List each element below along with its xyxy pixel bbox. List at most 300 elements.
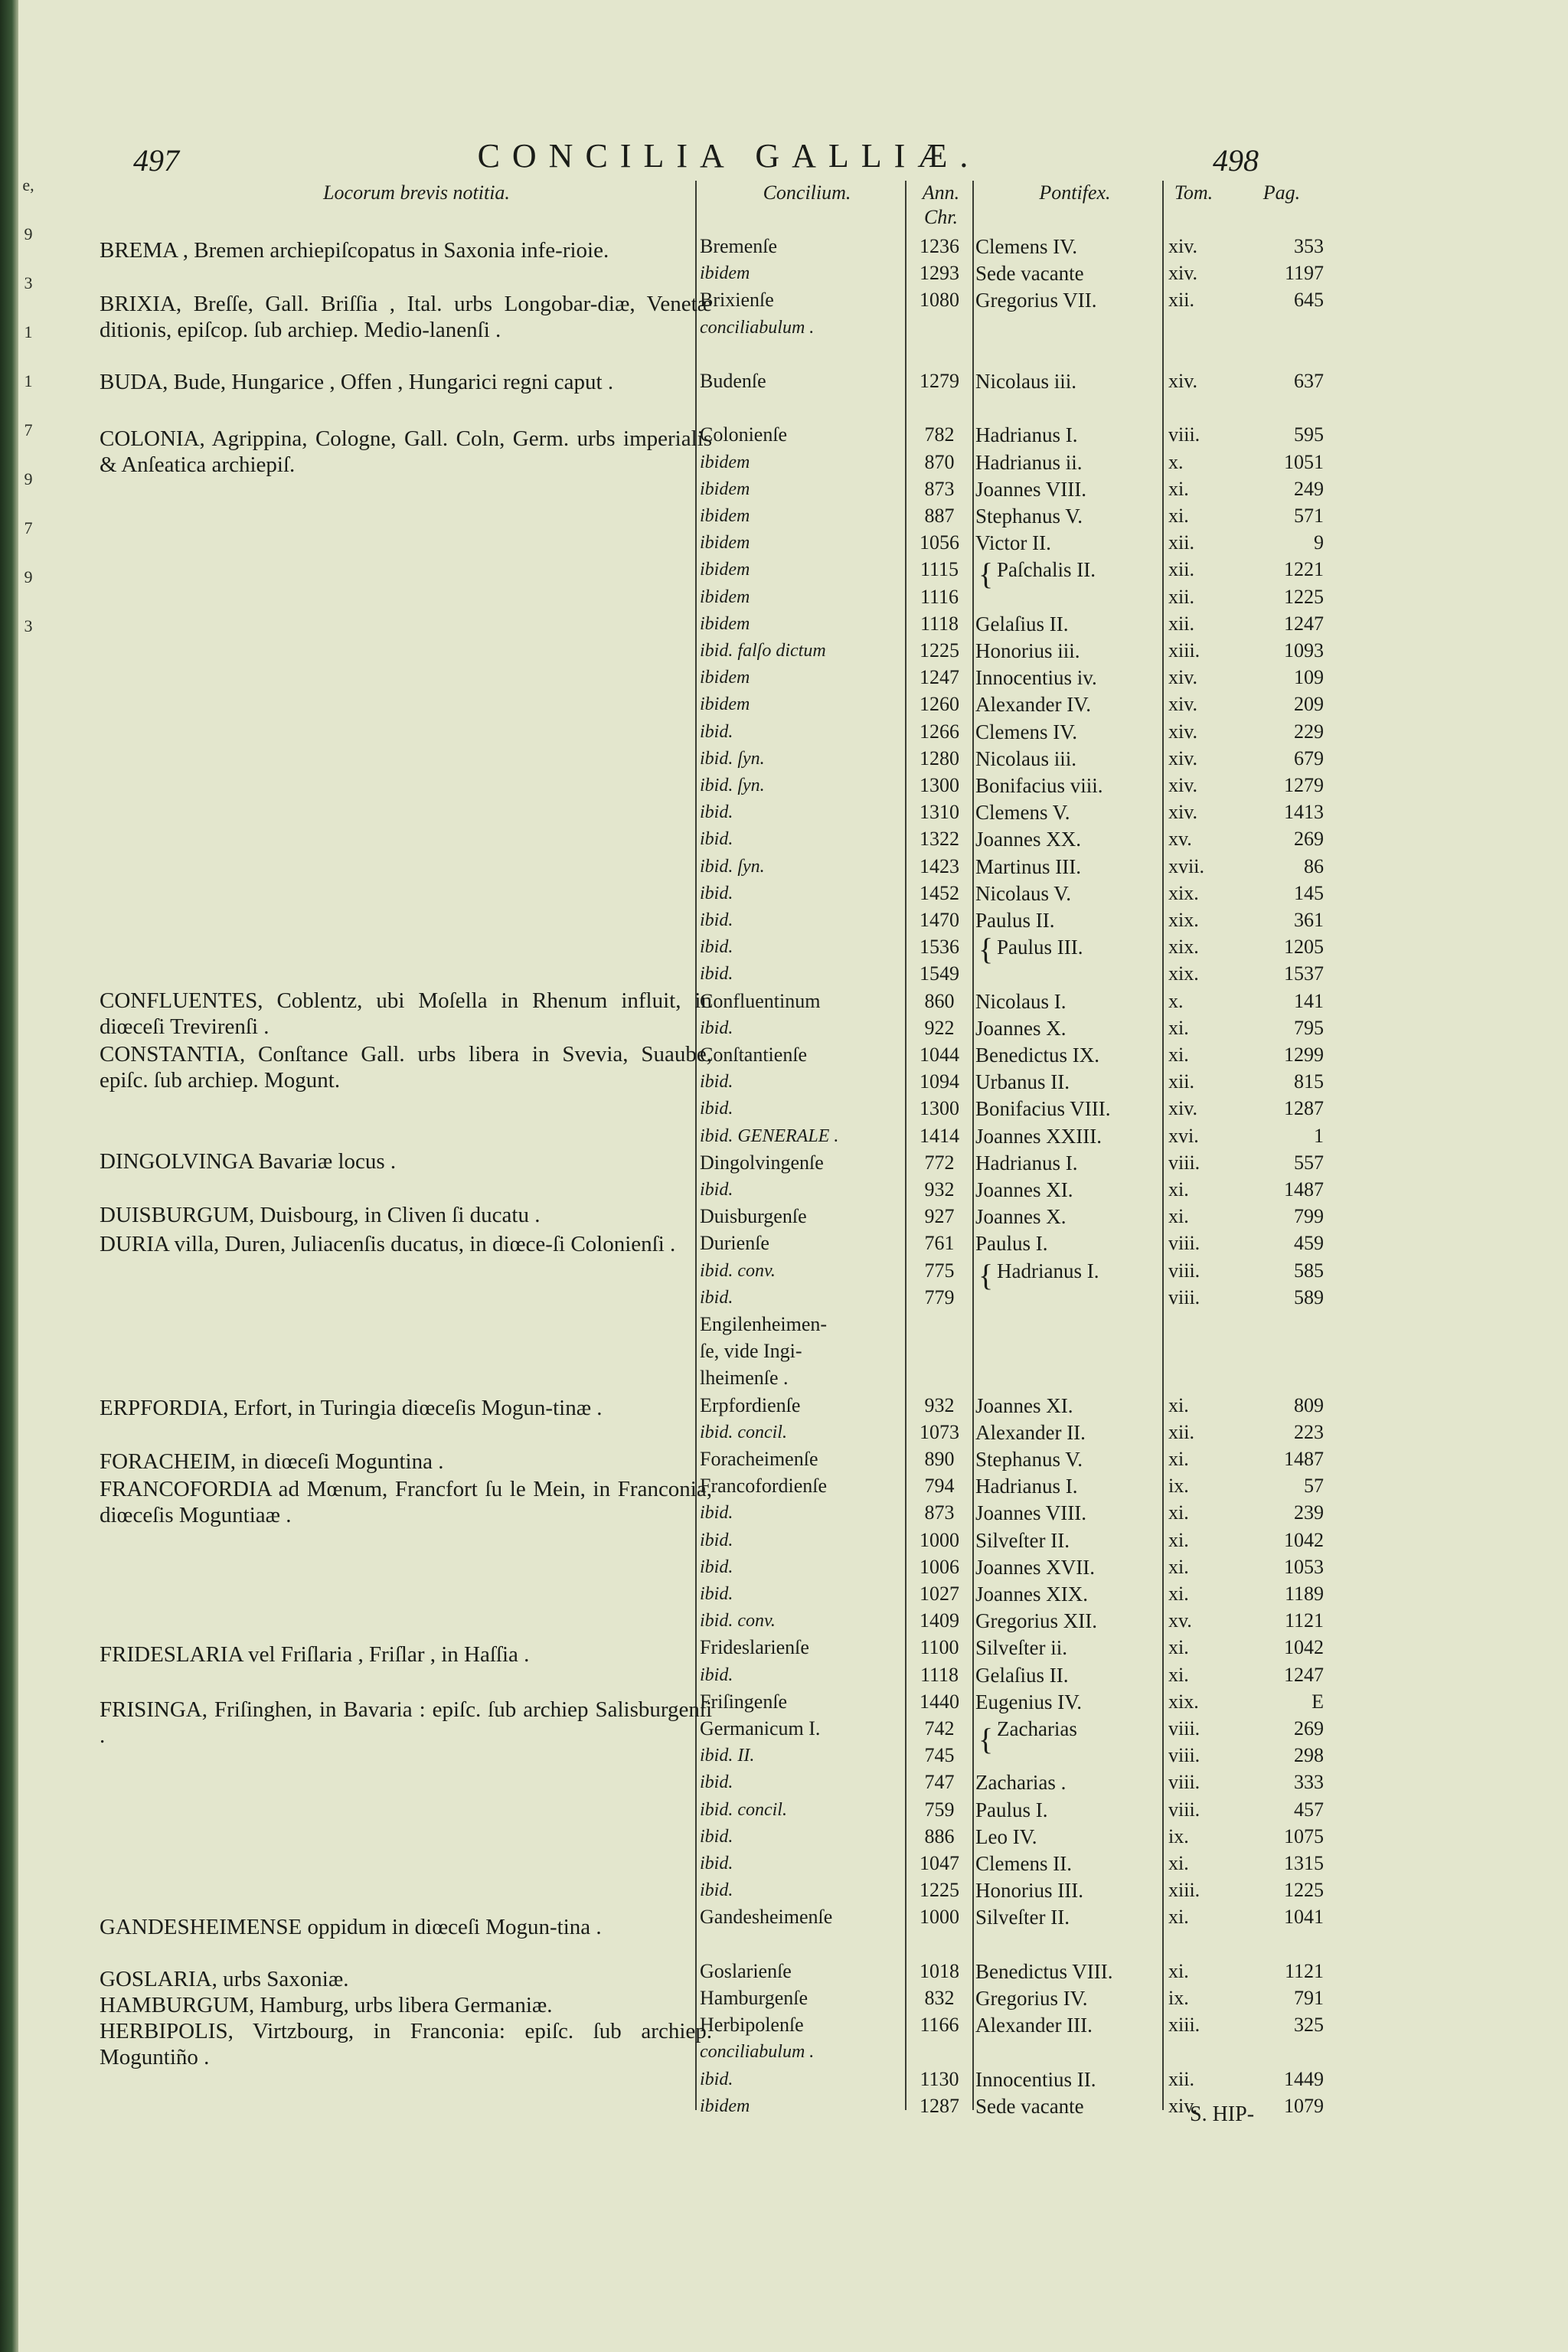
year: 775: [924, 1259, 955, 1282]
tome: viii.: [1168, 1152, 1200, 1174]
year: 1414: [920, 1125, 959, 1147]
tome: ix.: [1168, 1475, 1189, 1497]
year: 794: [924, 1475, 955, 1497]
brace-paulus: {: [978, 932, 994, 966]
pontiff: Eugenius IV.: [975, 1690, 1082, 1713]
table-row: [18, 1634, 1366, 1661]
year: 927: [924, 1205, 955, 1227]
table-row: [18, 1580, 1366, 1608]
running-title: CONCILIA GALLIÆ.: [477, 137, 981, 175]
tome: xiv.: [1168, 370, 1198, 392]
table-row: [18, 1230, 1366, 1257]
table-row: [18, 1903, 1366, 1931]
pontiff: Nicolaus I.: [975, 990, 1067, 1013]
table-row: [18, 1149, 1366, 1177]
year: 1000: [920, 1529, 959, 1551]
year: 1027: [920, 1583, 959, 1605]
table-row: [18, 1823, 1366, 1851]
place-note: DUISBURGUM, Duisbourg, in Cliven ſi ducatu .: [100, 1203, 541, 1227]
margin-mark: 1: [24, 322, 33, 341]
page-ref: 557: [1294, 1152, 1324, 1174]
table-row: [18, 1661, 1366, 1689]
tome: xi.: [1168, 505, 1189, 527]
year: 1115: [920, 558, 959, 580]
tome: xiv.: [1168, 1097, 1198, 1119]
council-name: Goslarienſe: [700, 1960, 792, 1982]
council-name: ibid.: [700, 1584, 733, 1604]
pontiff: Paulus I.: [975, 1232, 1048, 1255]
table-row: [18, 556, 1366, 583]
council-name: Dingolvingenſe: [700, 1152, 824, 1174]
tome: xix.: [1168, 962, 1199, 985]
pontiff: Gregorius VII.: [975, 289, 1097, 312]
tome: viii.: [1168, 1232, 1200, 1254]
pontiff: Hadrianus I.: [975, 1475, 1078, 1498]
page-ref: 1042: [1284, 1529, 1324, 1551]
page-ref: 795: [1294, 1017, 1324, 1039]
page-ref: 57: [1304, 1475, 1324, 1497]
tome: xii.: [1168, 2068, 1194, 2090]
pontiff: Honorius iii.: [975, 639, 1080, 662]
table-row: [18, 1472, 1366, 1500]
year: 860: [924, 990, 955, 1012]
page-ref: 637: [1294, 370, 1324, 392]
page-ref: 325: [1294, 2014, 1324, 2036]
council-name: ibid.: [700, 829, 733, 849]
council-name: ibidem: [700, 533, 750, 553]
pontiff: Gregorius XII.: [975, 1609, 1097, 1632]
council-name: ibidem: [700, 479, 750, 499]
tome: viii.: [1168, 1744, 1200, 1766]
council-name: ibid. GENERALE .: [700, 1126, 839, 1146]
pontiff: Zacharias .: [975, 1771, 1067, 1794]
tome: viii.: [1168, 1798, 1200, 1821]
column-header-locus: Locorum brevis notitia.: [323, 181, 510, 204]
tome: xi.: [1168, 1017, 1189, 1039]
tome: ix.: [1168, 1987, 1189, 2009]
pontiff: Gelaſius II.: [975, 612, 1069, 635]
page-ref: 1299: [1284, 1044, 1324, 1066]
council-name: ibid. II.: [700, 1746, 755, 1766]
pontiff: Victor II.: [975, 531, 1051, 554]
year: 1225: [920, 639, 959, 662]
year: 1018: [920, 1960, 959, 1982]
pontiff: Joannes X.: [975, 1017, 1067, 1040]
page-ref: 1051: [1284, 451, 1324, 473]
tome: x.: [1168, 451, 1184, 473]
year: 1423: [920, 855, 959, 877]
page-ref: 459: [1294, 1232, 1324, 1254]
page-ref: 1221: [1284, 558, 1324, 580]
tome: xi.: [1168, 1529, 1189, 1551]
year: 761: [924, 1232, 955, 1254]
page-ref: 86: [1304, 855, 1324, 877]
table-row: [18, 1958, 1366, 1985]
tome: xiv.: [1168, 774, 1198, 796]
council-name: Gandesheimenſe: [700, 1906, 833, 1928]
page-ref: 361: [1294, 909, 1324, 931]
table-row: [18, 1176, 1366, 1204]
year: 747: [924, 1771, 955, 1793]
table-row: [18, 1769, 1366, 1796]
margin-mark: 3: [24, 616, 33, 635]
margin-mark: 9: [24, 469, 33, 488]
table-row: [18, 1095, 1366, 1122]
year: 742: [924, 1717, 955, 1740]
book-page: [18, 0, 1568, 2352]
page-number-left: 497: [133, 143, 179, 178]
place-note: DURIA villa, Duren, Juliacenſis ducatus, in diœce-ſi Colonienſi .: [100, 1232, 676, 1256]
table-row: [18, 1364, 1366, 1392]
pontiff: Paulus III.: [997, 936, 1083, 959]
year: 1166: [920, 2014, 959, 2036]
year: 832: [924, 1987, 955, 2009]
council-name: Germanicum I.: [700, 1717, 821, 1740]
council-name: ibid.: [700, 802, 733, 822]
council-name: Duisburgenſe: [700, 1205, 807, 1227]
page-ref: 9: [1314, 531, 1324, 554]
council-name: ibid. ſyn.: [700, 857, 765, 877]
page-ref: 1041: [1284, 1906, 1324, 1928]
pontiff: Paſchalis II.: [997, 558, 1096, 581]
table-row: [18, 1607, 1366, 1635]
table-row: [18, 2011, 1366, 2039]
tome: xii.: [1168, 586, 1194, 608]
pontiff: Joannes XIX.: [975, 1583, 1088, 1606]
page-ref: E: [1312, 1690, 1324, 1713]
council-name: ibid.: [700, 1665, 733, 1685]
tome: xiv.: [1168, 747, 1198, 769]
page-ref: 1079: [1284, 2095, 1324, 2117]
table-row: [18, 1931, 1366, 1958]
tome: xii.: [1168, 612, 1194, 635]
table-row: [18, 637, 1366, 665]
book-gutter-edge: [0, 0, 20, 2352]
page-ref: 1121: [1284, 1960, 1324, 1982]
council-name: ibid.: [700, 910, 733, 930]
pontiff: Hadrianus I.: [975, 423, 1078, 446]
year: 1300: [920, 1097, 959, 1119]
margin-mark: 3: [24, 273, 33, 292]
page-ref: 145: [1294, 882, 1324, 904]
council-name: ibid.: [700, 937, 733, 957]
year: 1047: [920, 1852, 959, 1874]
page-ref: 269: [1294, 1717, 1324, 1740]
year: 1000: [920, 1906, 959, 1928]
place-note: FRISINGA, Friſinghen, in Bavaria : epiſc. ſub archiep Salisburgenſi .: [100, 1697, 712, 1748]
tome: viii.: [1168, 1286, 1200, 1308]
year: 887: [924, 505, 955, 527]
page-ref: 1487: [1284, 1178, 1324, 1200]
council-name: ibid.: [700, 1099, 733, 1119]
page-ref: 1279: [1284, 774, 1324, 796]
margin-mark: 7: [24, 420, 33, 439]
table-row: [18, 1392, 1366, 1419]
table-row: [18, 1742, 1366, 1769]
pontiff: Alexander IV.: [975, 693, 1091, 716]
pontiff: Silveſter II.: [975, 1529, 1070, 1552]
pontiff: Joannes XXIII.: [975, 1125, 1102, 1148]
table-row: [18, 772, 1366, 799]
tome: xi.: [1168, 1178, 1189, 1200]
page-ref: 1487: [1284, 1448, 1324, 1470]
pontiff: Alexander III.: [975, 2014, 1093, 2037]
pontiff: Gregorius IV.: [975, 1987, 1088, 2010]
council-name: ibid. conv.: [700, 1261, 776, 1281]
place-note: ERPFORDIA, Erfort, in Turingia diœceſis Mogun-tinæ .: [100, 1396, 603, 1420]
council-name: ibid.: [700, 2069, 733, 2089]
table-row: [18, 1499, 1366, 1527]
tome: xiv.: [1168, 262, 1198, 284]
council-name: conciliabulum .: [700, 2042, 815, 2062]
pontiff: Clemens IV.: [975, 235, 1077, 258]
page-ref: 1449: [1284, 2068, 1324, 2090]
council-name: Foracheimenſe: [700, 1448, 818, 1470]
table-row: [18, 718, 1366, 746]
pontiff: Silveſter ii.: [975, 1636, 1067, 1659]
table-row: [18, 853, 1366, 880]
year: 1225: [920, 1879, 959, 1901]
pontiff: Joannes VIII.: [975, 478, 1086, 501]
pontiff: Stephanus V.: [975, 505, 1083, 528]
year: 1440: [920, 1690, 959, 1713]
page-ref: 595: [1294, 423, 1324, 446]
council-name: ibid.: [700, 1854, 733, 1873]
year: 886: [924, 1825, 955, 1847]
page-ref: 298: [1294, 1744, 1324, 1766]
council-name: Hamburgenſe: [700, 1987, 808, 2009]
tome: xiv.: [1168, 693, 1198, 715]
pontiff: Leo IV.: [975, 1825, 1037, 1848]
pontiff: Sede vacante: [975, 262, 1084, 285]
page-ref: 815: [1294, 1070, 1324, 1093]
tome: xi.: [1168, 1583, 1189, 1605]
council-name: ibidem: [700, 506, 750, 526]
page-ref: 1247: [1284, 612, 1324, 635]
table-row: [18, 1122, 1366, 1150]
pontiff: Joannes X.: [975, 1205, 1067, 1228]
page-ref: 1413: [1284, 801, 1324, 823]
table-row: [18, 233, 1366, 260]
table-row: [18, 1311, 1366, 1338]
year: 1260: [920, 693, 959, 715]
table-row: [18, 825, 1366, 853]
page-ref: 333: [1294, 1771, 1324, 1793]
year: 1470: [920, 909, 959, 931]
pontiff: Joannes XVII.: [975, 1556, 1095, 1579]
year: 1073: [920, 1421, 959, 1443]
column-header-concilium: Concilium.: [763, 181, 851, 204]
page-ref: 209: [1294, 693, 1324, 715]
table-row: [18, 988, 1366, 1015]
tome: xvi.: [1168, 1125, 1199, 1147]
pontiff: Clemens V.: [975, 801, 1070, 824]
council-name: ibid.: [700, 884, 733, 903]
year: 870: [924, 451, 955, 473]
page-ref: 1537: [1284, 962, 1324, 985]
pontiff: Bonifacius VIII.: [975, 1097, 1111, 1120]
pontiff: Hadrianus ii.: [975, 451, 1083, 474]
council-name: ibidem: [700, 668, 750, 688]
table-row: [18, 421, 1366, 449]
year: 1293: [920, 262, 959, 284]
column-header-tomus: Tom.: [1174, 181, 1214, 204]
tome: xii.: [1168, 289, 1194, 311]
council-name: Conſtantienſe: [700, 1044, 808, 1066]
council-name: Francofordienſe: [700, 1475, 828, 1497]
page-ref: 791: [1294, 1987, 1324, 2009]
council-name: Budenſe: [700, 370, 766, 392]
council-name: Bremenſe: [700, 235, 778, 257]
pontiff: Silveſter II.: [975, 1906, 1070, 1929]
pontiff: Zacharias: [997, 1717, 1077, 1740]
year: 873: [924, 1501, 955, 1524]
margin-mark: e,: [22, 175, 34, 194]
place-note: HAMBURGUM, Hamburg, urbs libera Germaniæ.: [100, 1993, 553, 2017]
pontiff: Hadrianus I.: [997, 1259, 1099, 1282]
council-name: ibid. conv.: [700, 1611, 776, 1631]
tome: xi.: [1168, 1906, 1189, 1928]
column-header-pontifex: Pontifex.: [1039, 181, 1111, 204]
table-row: [18, 286, 1366, 314]
margin-mark: 1: [24, 371, 33, 390]
pontiff: Nicolaus iii.: [975, 370, 1076, 393]
page-ref: 457: [1294, 1798, 1324, 1821]
council-name: ibidem: [700, 452, 750, 472]
council-name: Herbipolenſe: [700, 2014, 804, 2036]
tome: ix.: [1168, 1825, 1189, 1847]
tome: xiv.: [1168, 235, 1198, 257]
pontiff: Gelaſius II.: [975, 1664, 1069, 1687]
year: 1056: [920, 531, 959, 554]
page-ref: 799: [1294, 1205, 1324, 1227]
council-name: conciliabulum .: [700, 318, 815, 338]
pontiff: Nicolaus iii.: [975, 747, 1076, 770]
council-name: Frideslarienſe: [700, 1636, 809, 1658]
council-name: Durienſe: [700, 1232, 769, 1254]
brace-zacharias: {: [978, 1722, 994, 1756]
place-note: BUDA, Bude, Hungarice , Offen , Hungarici regni caput .: [100, 370, 614, 394]
council-name: ſe, vide Ingi-: [700, 1340, 802, 1362]
page-ref: 571: [1294, 505, 1324, 527]
council-name: ibid. concil.: [700, 1800, 787, 1820]
table-row: [18, 906, 1366, 934]
table-row: [18, 745, 1366, 773]
council-name: Erpfordienſe: [700, 1394, 801, 1416]
page-ref: 1042: [1284, 1636, 1324, 1658]
place-note: GOSLARIA, urbs Saxoniæ.: [100, 1967, 349, 1991]
page-ref: 1225: [1284, 586, 1324, 608]
page-ref: 353: [1294, 235, 1324, 257]
council-name: Brixienſe: [700, 289, 774, 311]
page-ref: 1093: [1284, 639, 1324, 662]
tome: xiii.: [1168, 2014, 1200, 2036]
tome: xix.: [1168, 936, 1199, 958]
year: 1118: [920, 612, 959, 635]
council-name: Engilenheimen-: [700, 1313, 828, 1335]
year: 1279: [920, 370, 959, 392]
year: 1310: [920, 801, 959, 823]
council-name: ibid.: [700, 1772, 733, 1792]
table-row: [18, 260, 1366, 287]
pontiff: Clemens II.: [975, 1852, 1072, 1875]
table-row: [18, 368, 1366, 395]
tome: xix.: [1168, 1690, 1199, 1713]
page-ref: 141: [1294, 990, 1324, 1012]
pontiff: Nicolaus V.: [975, 882, 1072, 905]
page-ref: 645: [1294, 289, 1324, 311]
place-note: BRIXIA, Breſſe, Gall. Briſſia , Ital. urbs Longobar-diæ, Venetæ ditionis, epiſcop. ſub archiep. Medio-lanenſi .: [100, 292, 712, 342]
tome: xiv.: [1168, 801, 1198, 823]
page-ref: 679: [1294, 747, 1324, 769]
pontiff: Innocentius II.: [975, 2068, 1096, 2091]
pontiff: Joannes XI.: [975, 1394, 1073, 1417]
tome: xvii.: [1168, 855, 1204, 877]
place-note: CONFLUENTES, Coblentz, ubi Moſella in Rhenum influit, in diœceſi Trevirenſi .: [100, 988, 712, 1039]
tome: xii.: [1168, 531, 1194, 554]
tome: xi.: [1168, 1664, 1189, 1686]
tome: xii.: [1168, 1421, 1194, 1443]
year: 1300: [920, 774, 959, 796]
pontiff: Bonifacius viii.: [975, 774, 1103, 797]
margin-mark: 7: [24, 518, 33, 537]
council-name: ibidem: [700, 2096, 750, 2116]
pontiff: Clemens IV.: [975, 720, 1077, 743]
tome: x.: [1168, 990, 1184, 1012]
tome: xi.: [1168, 1448, 1189, 1470]
year: 932: [924, 1394, 955, 1416]
page-ref: 589: [1294, 1286, 1324, 1308]
table-row: [18, 1984, 1366, 2012]
table-row: [18, 1068, 1366, 1096]
pontiff: Sede vacante: [975, 2095, 1084, 2118]
council-name: ibidem: [700, 694, 750, 714]
tome: xi.: [1168, 1556, 1189, 1578]
year: 745: [924, 1744, 955, 1766]
table-row: [18, 1715, 1366, 1743]
tome: xi.: [1168, 1044, 1189, 1066]
council-name: ibid.: [700, 722, 733, 742]
tome: xix.: [1168, 909, 1199, 931]
pontiff: Honorius III.: [975, 1879, 1083, 1902]
council-name: ibid. ſyn.: [700, 776, 765, 795]
pontiff: Innocentius iv.: [975, 666, 1097, 689]
page-ref: 1075: [1284, 1825, 1324, 1847]
table-row: [18, 529, 1366, 557]
year: 782: [924, 423, 955, 446]
year: 772: [924, 1152, 955, 1174]
page-ref: 229: [1294, 720, 1324, 743]
council-name: ibid.: [700, 1880, 733, 1900]
page-ref: 223: [1294, 1421, 1324, 1443]
tome: xi.: [1168, 1205, 1189, 1227]
tome: viii.: [1168, 423, 1200, 446]
table-row: [18, 2092, 1366, 2120]
council-name: ibid.: [700, 1072, 733, 1092]
tome: xv.: [1168, 1609, 1192, 1632]
table-row: [18, 1877, 1366, 1904]
table-row: [18, 314, 1366, 341]
page-ref: 1225: [1284, 1879, 1324, 1901]
year: 1116: [920, 586, 959, 608]
table-row: [18, 1688, 1366, 1716]
brace-paschalis: {: [978, 557, 994, 591]
place-note: HERBIPOLIS, Virtzbourg, in Franconia: epiſc. ſub archiep. Moguntiño .: [100, 2019, 712, 2069]
table-row: [18, 1553, 1366, 1581]
pontiff: Joannes XX.: [975, 828, 1081, 851]
table-row: [18, 664, 1366, 691]
brace-hadrianus: {: [978, 1258, 994, 1292]
